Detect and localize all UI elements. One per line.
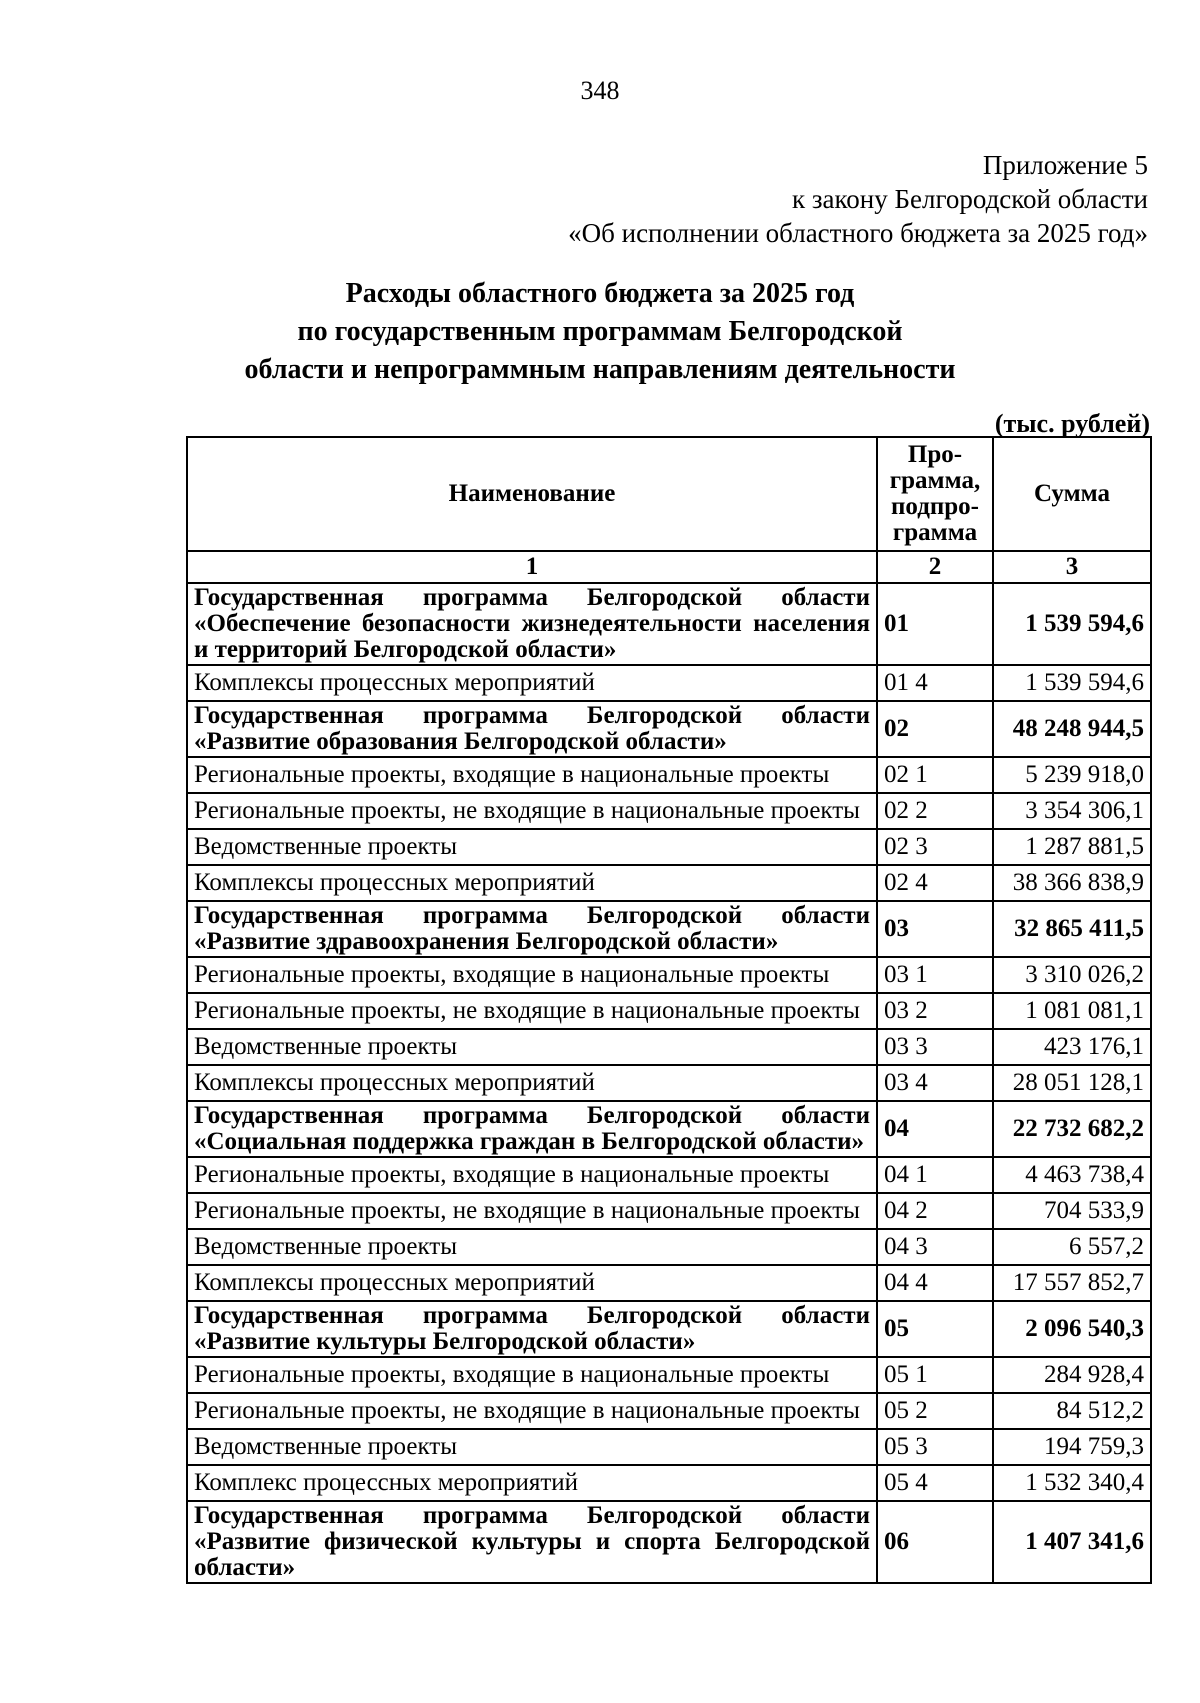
row-name-cell: Государственная программа Белгородской области «Социальная поддержка граждан в Белгородской области» [187,1101,877,1157]
row-code-cell: 01 [877,583,993,665]
row-sum-cell: 28 051 128,1 [993,1065,1151,1101]
row-name-cell: Государственная программа Белгородской области «Обеспечение безопасности жизнедеятельности населения и территорий Белгородской области» [187,583,877,665]
header-sum: Сумма [993,437,1151,551]
row-code-cell: 02 [877,701,993,757]
row-name-cell: Региональные проекты, входящие в национальные проекты [187,1157,877,1193]
subprogram-row [187,1065,1151,1101]
row-sum-cell: 284 928,4 [993,1357,1151,1393]
row-name-cell: Комплексы процессных мероприятий [187,1265,877,1301]
row-name-cell: Региональные проекты, не входящие в национальные проекты [187,993,877,1029]
row-code-cell: 04 4 [877,1265,993,1301]
table-header-row [187,437,1151,551]
row-sum-cell: 1 532 340,4 [993,1465,1151,1501]
subprogram-row [187,957,1151,993]
document-title [0,275,1200,389]
subprogram-row [187,1357,1151,1393]
row-code-cell: 05 2 [877,1393,993,1429]
row-name-cell: Государственная программа Белгородской области «Развитие образования Белгородской области» [187,701,877,757]
header-program [877,437,993,551]
row-code-cell: 02 3 [877,829,993,865]
row-code-cell: 02 1 [877,757,993,793]
row-sum-cell: 1 407 341,6 [993,1501,1151,1583]
row-name-cell: Государственная программа Белгородской области «Развитие культуры Белгородской области» [187,1301,877,1357]
row-code-cell: 04 2 [877,1193,993,1229]
title-line: области и непрограммным направлениям деятельности [244,354,956,385]
row-code-cell: 02 4 [877,865,993,901]
subprogram-row [187,793,1151,829]
row-sum-cell: 84 512,2 [993,1393,1151,1429]
row-sum-cell: 1 287 881,5 [993,829,1151,865]
row-name-cell: Ведомственные проекты [187,829,877,865]
row-sum-cell: 3 354 306,1 [993,793,1151,829]
row-code-cell: 04 1 [877,1157,993,1193]
row-name-cell: Региональные проекты, не входящие в национальные проекты [187,793,877,829]
program-row [187,1301,1151,1357]
program-row [187,1101,1151,1157]
row-sum-cell: 4 463 738,4 [993,1157,1151,1193]
subprogram-row [187,1157,1151,1193]
row-name-cell: Ведомственные проекты [187,1029,877,1065]
row-sum-cell: 22 732 682,2 [993,1101,1151,1157]
appendix-block [568,148,1148,250]
row-name-cell: Ведомственные проекты [187,1229,877,1265]
appendix-line: к закону Белгородской области [792,184,1148,214]
row-name-cell: Комплексы процессных мероприятий [187,1065,877,1101]
subprogram-row [187,1193,1151,1229]
column-number: 3 [993,551,1151,583]
row-code-cell: 05 1 [877,1357,993,1393]
row-name-cell: Региональные проекты, входящие в национальные проекты [187,1357,877,1393]
row-name-cell: Региональные проекты, входящие в национальные проекты [187,757,877,793]
appendix-line: Приложение 5 [982,150,1148,180]
row-code-cell: 04 3 [877,1229,993,1265]
row-code-cell: 05 [877,1301,993,1357]
subprogram-row [187,1465,1151,1501]
row-sum-cell: 423 176,1 [993,1029,1151,1065]
row-sum-cell: 194 759,3 [993,1429,1151,1465]
row-sum-cell: 5 239 918,0 [993,757,1151,793]
row-name-cell: Ведомственные проекты [187,1429,877,1465]
page-number: 348 [580,76,620,105]
subprogram-row [187,757,1151,793]
header-name: Наименование [187,437,877,551]
budget-table [186,436,1152,1584]
subprogram-row [187,1265,1151,1301]
column-number-row [187,551,1151,583]
row-code-cell: 03 2 [877,993,993,1029]
subprogram-row [187,829,1151,865]
program-row [187,901,1151,957]
row-code-cell: 06 [877,1501,993,1583]
row-name-cell: Государственная программа Белгородской области «Развитие физической культуры и спорта Белгородской области» [187,1501,877,1583]
subprogram-row [187,865,1151,901]
row-code-cell: 01 4 [877,665,993,701]
row-code-cell: 05 4 [877,1465,993,1501]
row-sum-cell: 38 366 838,9 [993,865,1151,901]
appendix-line: «Об исполнении областного бюджета за 2025 год» [568,218,1148,248]
row-sum-cell: 48 248 944,5 [993,701,1151,757]
row-code-cell: 05 3 [877,1429,993,1465]
row-sum-cell: 1 539 594,6 [993,583,1151,665]
row-sum-cell: 6 557,2 [993,1229,1151,1265]
row-code-cell: 04 [877,1101,993,1157]
row-code-cell: 03 3 [877,1029,993,1065]
row-code-cell: 02 2 [877,793,993,829]
header-program-line: грамма, [889,467,981,494]
header-program-line: грамма [892,519,978,546]
program-row [187,701,1151,757]
row-sum-cell: 17 557 852,7 [993,1265,1151,1301]
row-sum-cell: 704 533,9 [993,1193,1151,1229]
row-name-cell: Региональные проекты, входящие в национальные проекты [187,957,877,993]
row-code-cell: 03 1 [877,957,993,993]
row-sum-cell: 3 310 026,2 [993,957,1151,993]
row-name-cell: Комплекс процессных мероприятий [187,1465,877,1501]
row-name-cell: Комплексы процессных мероприятий [187,865,877,901]
title-line: по государственным программам Белгородской [297,316,903,347]
row-code-cell: 03 [877,901,993,957]
header-program-line: подпро- [891,493,979,520]
row-name-cell: Государственная программа Белгородской области «Развитие здравоохранения Белгородской области» [187,901,877,957]
column-number: 1 [187,551,877,583]
title-line: Расходы областного бюджета за 2025 год [345,278,855,309]
row-name-cell: Региональные проекты, не входящие в национальные проекты [187,1193,877,1229]
row-name-cell: Комплексы процессных мероприятий [187,665,877,701]
header-program-line: Про- [907,441,963,468]
row-name-cell: Региональные проекты, не входящие в национальные проекты [187,1393,877,1429]
column-number: 2 [877,551,993,583]
subprogram-row [187,665,1151,701]
row-sum-cell: 1 081 081,1 [993,993,1151,1029]
subprogram-row [187,993,1151,1029]
subprogram-row [187,1029,1151,1065]
table-body [187,583,1151,1583]
program-row [187,1501,1151,1583]
program-row [187,583,1151,665]
subprogram-row [187,1229,1151,1265]
subprogram-row [187,1429,1151,1465]
row-code-cell: 03 4 [877,1065,993,1101]
subprogram-row [187,1393,1151,1429]
units-label: (тыс. рублей) [994,409,1150,438]
row-sum-cell: 32 865 411,5 [993,901,1151,957]
row-sum-cell: 1 539 594,6 [993,665,1151,701]
row-sum-cell: 2 096 540,3 [993,1301,1151,1357]
